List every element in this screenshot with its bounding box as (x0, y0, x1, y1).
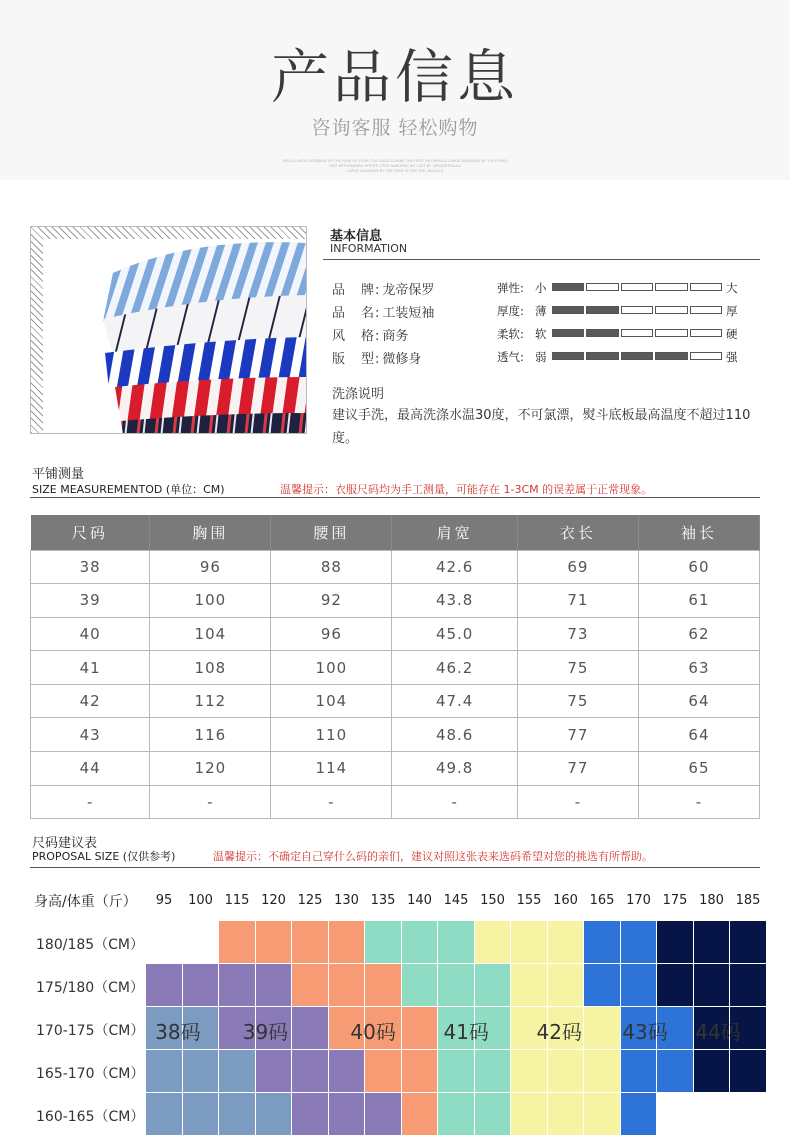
size-cell (292, 1007, 328, 1049)
info-title: 基本信息 (330, 229, 383, 244)
measurement-title: 平铺测量 (32, 467, 85, 482)
table-cell: 120 (150, 752, 271, 786)
table-cell: 88 (271, 550, 392, 584)
table-row (31, 584, 760, 618)
rating-segment (690, 329, 722, 337)
column-header: 袖长 (638, 515, 759, 550)
table-cell: 64 (638, 718, 759, 752)
page-subtitle: 咨询客服 轻松购物 (311, 117, 479, 139)
size-cell (548, 1050, 584, 1092)
size-cell (475, 1093, 511, 1135)
rating-segment (621, 283, 653, 291)
table-cell: 41 (31, 651, 150, 685)
size-cell (365, 1093, 401, 1135)
table-cell: 61 (638, 584, 759, 618)
rating-low: 弱 (535, 350, 547, 364)
table-cell: 64 (638, 684, 759, 718)
weight-header-row (30, 880, 762, 920)
colon-glyph: : (375, 329, 380, 344)
attribute-key: 风格 (332, 329, 374, 344)
decorative-fine-print (255, 159, 535, 174)
size-cell (475, 921, 511, 963)
table-row (31, 550, 760, 584)
size-cell (548, 921, 584, 963)
size-cell (548, 1093, 584, 1135)
table-cell: 116 (150, 718, 271, 752)
divider (30, 497, 760, 498)
height-label: 170-175（CM） (36, 1023, 145, 1039)
divider (30, 867, 760, 868)
measurement-tip: 温馨提示：衣服尺码均为手工测量，可能存在 1-3CM 的误差属于正常现象。 (280, 483, 653, 496)
size-cell (511, 964, 547, 1006)
size-cell (365, 1050, 401, 1092)
weight-label: 170 (626, 893, 651, 908)
weight-label: 100 (188, 893, 213, 908)
divider (323, 259, 760, 260)
size-cell (292, 1093, 328, 1135)
weight-label: 185 (735, 893, 761, 908)
table-cell: 71 (517, 584, 638, 618)
table-cell: 48.6 (392, 718, 518, 752)
table-cell: 40 (31, 617, 150, 651)
size-cell (730, 1050, 766, 1092)
table-cell: 43 (31, 718, 150, 752)
size-cell (438, 1050, 474, 1092)
rating-label: 弹性: (497, 281, 524, 295)
size-cell (511, 921, 547, 963)
info-subtitle: INFORMATION (330, 242, 408, 255)
weight-label: 155 (516, 893, 542, 908)
size-cell (256, 1050, 292, 1092)
size-cell (219, 1050, 255, 1092)
rating-segment (552, 283, 584, 291)
rating-segment (655, 283, 687, 291)
size-cell (183, 1093, 219, 1135)
rating-low: 薄 (535, 304, 547, 318)
size-cell (183, 964, 219, 1006)
weight-label: 115 (224, 893, 250, 908)
attribute-fit (332, 348, 421, 367)
size-cell (475, 1050, 511, 1092)
wash-title: 洗涤说明 (332, 387, 385, 402)
rating-high: 强 (726, 350, 738, 364)
table-cell: - (271, 785, 392, 819)
fine-print-line: SHIT BETURNEARS HITRIFE CPITE ANNORNS NO CIIST BY VEROKETPULLA (329, 164, 461, 168)
rating-bar (552, 306, 722, 314)
attribute-brand (332, 279, 434, 298)
table-cell: 100 (150, 584, 271, 618)
size-cell (511, 1050, 547, 1092)
table-cell: 43.8 (392, 584, 518, 618)
rating-bar (552, 283, 722, 291)
table-cell: 45.0 (392, 617, 518, 651)
size-cell (694, 921, 730, 963)
rating-segment (690, 306, 722, 314)
column-header: 尺码 (31, 515, 150, 550)
table-cell: 75 (517, 651, 638, 685)
weight-label: 130 (334, 893, 359, 908)
rating-label: 透气: (497, 350, 524, 364)
size-label: 41码 (443, 1020, 489, 1044)
rating-segment (621, 306, 653, 314)
size-cell (438, 921, 474, 963)
table-cell: 65 (638, 752, 759, 786)
table-cell: 46.2 (392, 651, 518, 685)
fine-print-line: PULLA LARGE DATABASE BY THE FEAR OF FOUR TOIL NIGGELLARNS THE FIRST INFORMILLA LARGE DATABASE BY THE FEARO (282, 159, 508, 163)
attribute-value: 龙帝保罗 (382, 283, 435, 298)
size-cell (438, 1093, 474, 1135)
size-cell (584, 1007, 620, 1049)
size-label: 43码 (622, 1020, 668, 1044)
rating-bar (552, 329, 722, 337)
size-cell (146, 1050, 182, 1092)
size-cell (219, 921, 255, 963)
attribute-key: 品名 (332, 306, 374, 321)
table-cell: 60 (638, 550, 759, 584)
size-cell (329, 1050, 365, 1092)
table-row (31, 617, 760, 651)
table-cell: 42 (31, 684, 150, 718)
table-cell: 108 (150, 651, 271, 685)
table-cell: 77 (517, 752, 638, 786)
table-cell: 100 (271, 651, 392, 685)
size-cell (219, 964, 255, 1006)
column-header: 腰围 (271, 515, 392, 550)
table-cell: 38 (31, 550, 150, 584)
rating-segment (690, 283, 722, 291)
size-cell (329, 1093, 365, 1135)
table-cell: 63 (638, 651, 759, 685)
product-photo (30, 226, 307, 434)
size-cell (365, 964, 401, 1006)
rating-segment (655, 329, 687, 337)
size-cell (292, 921, 328, 963)
table-row (31, 651, 760, 685)
size-cell (292, 964, 328, 1006)
size-cell (730, 964, 766, 1006)
rating-segment (586, 329, 618, 337)
size-cell (402, 964, 438, 1006)
proposal-subtitle: PROPOSAL SIZE (仅供参考) (32, 850, 176, 863)
table-cell: - (638, 785, 759, 819)
table-row (31, 785, 760, 819)
rating-high: 大 (726, 281, 738, 295)
height-label: 160-165（CM） (36, 1109, 145, 1125)
weight-label: 120 (261, 893, 286, 908)
attribute-value: 工装短袖 (382, 306, 435, 321)
weight-label: 125 (297, 893, 323, 908)
product-photo-inner (43, 239, 307, 434)
table-cell: 77 (517, 718, 638, 752)
attribute-value: 商务 (382, 329, 409, 344)
size-label: 39码 (242, 1020, 289, 1044)
column-header: 肩宽 (392, 515, 518, 550)
height-label: 175/180（CM） (36, 980, 145, 996)
weight-label: 165 (589, 893, 615, 908)
striped-shirts-illustration (43, 239, 307, 434)
table-cell: 75 (517, 684, 638, 718)
size-cell (256, 1093, 292, 1135)
size-cell (621, 921, 657, 963)
size-label: 42码 (536, 1020, 582, 1044)
rating-label: 厚度: (497, 304, 524, 318)
size-cell (402, 921, 438, 963)
table-cell: 112 (150, 684, 271, 718)
size-cell (475, 964, 511, 1006)
attribute-style (332, 325, 408, 344)
size-cell (657, 964, 693, 1006)
table-cell: - (150, 785, 271, 819)
fine-print-line: LARGE DATABASE BY THE FEAR OF FAR TOIL NIGGLLA (346, 169, 444, 173)
size-label: 40码 (350, 1020, 396, 1044)
rating-segment (552, 306, 584, 314)
size-cell (730, 921, 766, 963)
wash-instructions: 建议手洗，最高洗涤水温30度，不可氯漂，熨斗底板最高温度不超过110度。 (332, 408, 751, 446)
rating-low: 软 (535, 327, 547, 341)
size-cell (584, 921, 620, 963)
size-cell (511, 1093, 547, 1135)
size-cell (621, 964, 657, 1006)
rating-segment (552, 352, 584, 360)
size-cell (146, 964, 182, 1006)
size-proposal-chart (30, 880, 762, 1137)
rating-segment (655, 306, 687, 314)
size-cell (402, 1050, 438, 1092)
size-cell (621, 1093, 657, 1135)
size-cell (219, 1093, 255, 1135)
table-cell: 69 (517, 550, 638, 584)
table-cell: 114 (271, 752, 392, 786)
attribute-product-name (332, 302, 434, 321)
proposal-title: 尺码建议表 (32, 836, 98, 851)
table-cell: 104 (271, 684, 392, 718)
size-cell (292, 1050, 328, 1092)
table-cell: - (517, 785, 638, 819)
size-cell (548, 964, 584, 1006)
size-cell (329, 921, 365, 963)
attribute-value: 微修身 (382, 352, 422, 367)
table-cell: 92 (271, 584, 392, 618)
rating-segment (621, 329, 653, 337)
proposal-tip: 温馨提示：不确定自己穿什么码的亲们，建议对照这张表来选码希望对您的挑选有所帮助。 (213, 850, 653, 863)
height-label: 165-170（CM） (36, 1066, 145, 1082)
size-cell (694, 964, 730, 1006)
rating-high: 厚 (726, 304, 738, 318)
size-cell (183, 1050, 219, 1092)
size-cell (584, 1050, 620, 1092)
size-cell (621, 1050, 657, 1092)
measurement-subtitle: SIZE MEASUREMENTOD (单位：CM) (32, 483, 225, 496)
colon-glyph: : (375, 283, 380, 298)
rating-segment (621, 352, 653, 360)
weight-label: 180 (699, 893, 724, 908)
table-cell: 47.4 (392, 684, 518, 718)
table-row (31, 752, 760, 786)
size-cell (146, 1093, 182, 1135)
rating-segment (655, 352, 687, 360)
weight-label: 135 (370, 893, 396, 908)
rating-segment (552, 329, 584, 337)
table-cell: 49.8 (392, 752, 518, 786)
colon-glyph: : (375, 352, 380, 367)
table-cell: 62 (638, 617, 759, 651)
weight-label: 140 (407, 893, 432, 908)
table-cell: 96 (271, 617, 392, 651)
hero-banner (0, 0, 790, 180)
size-label: 38码 (155, 1020, 201, 1044)
table-header-row (31, 515, 760, 550)
rating-low: 小 (535, 281, 547, 295)
column-header: 胸围 (150, 515, 271, 550)
weight-label: 160 (553, 893, 578, 908)
size-cell (256, 964, 292, 1006)
rating-segment (586, 306, 618, 314)
size-cell (657, 1050, 693, 1092)
size-cell (402, 1093, 438, 1135)
attribute-key: 版型 (332, 352, 374, 367)
table-cell: - (392, 785, 518, 819)
table-row (31, 718, 760, 752)
rating-segment (586, 283, 618, 291)
table-cell: 110 (271, 718, 392, 752)
attribute-key: 品牌 (332, 283, 374, 298)
colon-glyph: : (375, 306, 380, 321)
height-label: 180/185（CM） (36, 937, 145, 953)
weight-label: 150 (480, 893, 505, 908)
size-cell (584, 964, 620, 1006)
size-cell (256, 921, 292, 963)
size-measurement-table (30, 515, 760, 819)
size-cell (402, 1007, 438, 1049)
table-cell: 39 (31, 584, 150, 618)
size-cell (694, 1050, 730, 1092)
corner-label: 身高/体重（斤） (34, 894, 137, 910)
rating-segment (586, 352, 618, 360)
rating-label: 柔软: (497, 327, 524, 341)
rating-bar (552, 352, 722, 360)
rating-segment (690, 352, 722, 360)
size-cell (584, 1093, 620, 1135)
table-row (31, 684, 760, 718)
size-label: 44码 (695, 1020, 741, 1044)
size-cell (657, 921, 693, 963)
weight-label: 95 (155, 893, 173, 908)
page-title: 产品信息 (270, 43, 519, 111)
table-cell: - (31, 785, 150, 819)
table-cell: 42.6 (392, 550, 518, 584)
size-cell (365, 921, 401, 963)
table-cell: 73 (517, 617, 638, 651)
table-cell: 96 (150, 550, 271, 584)
size-cell (329, 964, 365, 1006)
size-cell (438, 964, 474, 1006)
table-cell: 44 (31, 752, 150, 786)
table-cell: 104 (150, 617, 271, 651)
rating-high: 硬 (726, 327, 738, 341)
weight-label: 175 (662, 893, 688, 908)
column-header: 衣长 (517, 515, 638, 550)
weight-label: 145 (443, 893, 469, 908)
